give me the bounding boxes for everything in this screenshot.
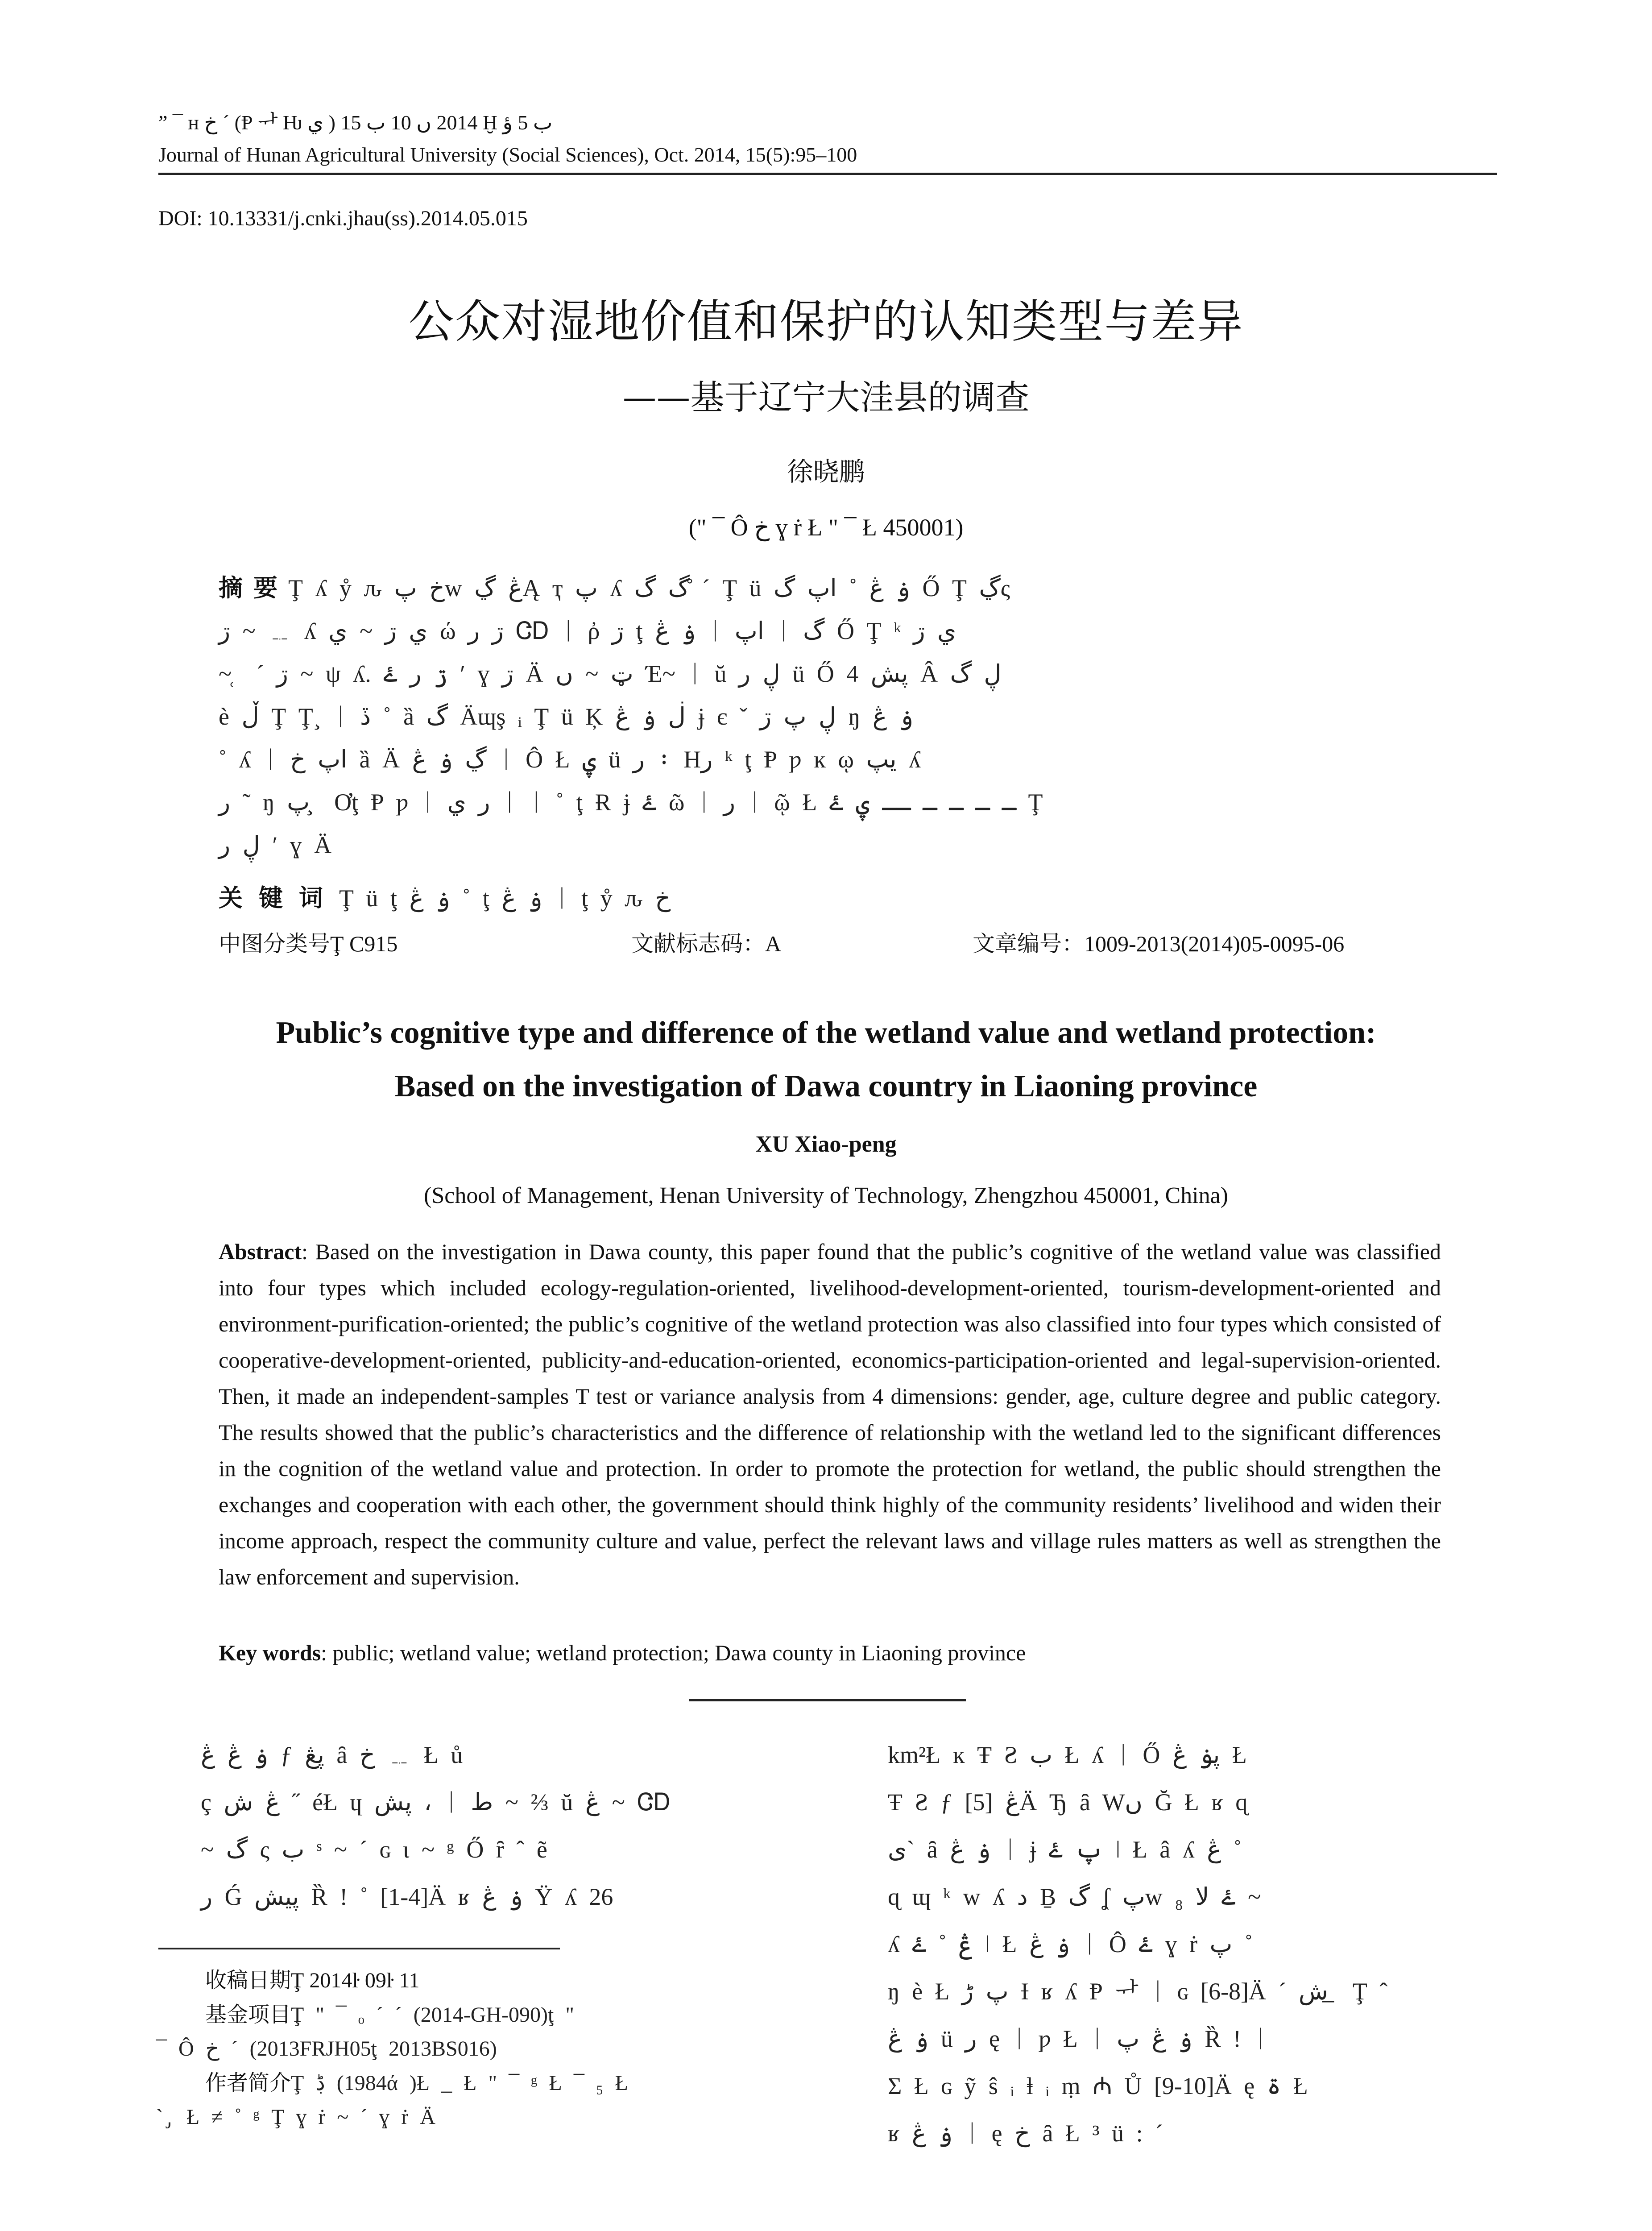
body-line: ی` ȃ ۏ ڠ ᛁ ɉ پ ۓ ǀ Ł â ʎ ڠ ˚ [888, 1836, 1242, 1863]
cn-keywords [219, 879, 671, 913]
received-label: 收稿日期 [205, 1968, 291, 1993]
article-no-label: 文章编号： [973, 931, 1084, 957]
cn-affiliation: (" ¯ Ô خ ɣ ṙ Ł " ¯ Ł 450001) [688, 514, 964, 541]
clc-label: 中图分类号 [219, 931, 330, 957]
cn-abstract-line: ~ ̜ ˊ ڗ ~ ψ ʎ. ڗ ﺭ ۓ ʹ ɣ ڗ Ä ټ ~ ں Έ~ ᛁ ŭ ڸ ﺭ ü Ő پش 4 Â ڸ گ [219, 660, 1002, 687]
journal-header-cn: ” ¯ ʜ خ ˊ (Ᵽ ᆉ Ƕ ي ) 2014 ں 10 ب 15 Ḫ ب 5 ؤ [158, 111, 553, 134]
cn-abstract-line: ڗ ~ ﹎ ʎ ي ڗ ~ ي ώ ڗ ﺭ ᏣᎠ ᛁ ῤ ڗ ţ ۏ ڠ ᛁ اپ ᛁ گ Ő Ţ ᵏ ي ڗ [219, 618, 956, 644]
body-line: ɋ ɰ ᵏ w ʎ ﺩ Ḇ گ ʆ پw ₈ ۓ ﻻ ~ [888, 1883, 1261, 1910]
doc-code-value: A [765, 931, 782, 956]
fund-label: 基金项目 [205, 2002, 291, 2027]
doi: DOI: 10.13331/j.cnki.jhau(ss).2014.05.015 [158, 207, 528, 230]
cn-abstract-line: ﺭ ˜ ŋ پ ̧ Ơţ Ᵽ ƿ ᛁ ﺭ ي ᛁ ᛁ ˚ ţ Ɍ ɉ ۓ ῶ ᛁ ﺭ ᛁ ῷ Ł ـ ـ ـ ـ ــ ۑ ۓ Ţ [219, 789, 1043, 816]
en-affiliation: (School of Management, Henan University of Technology, Zhengzhou 450001, China) [424, 1183, 1228, 1208]
en-title-line1: Public’s cognitive type and difference of the wetland value and wetland protection: [276, 1016, 1376, 1050]
cn-abstract [219, 567, 1441, 867]
body-right-column [888, 1731, 1503, 2157]
doc-code-label: 文献标志码： [631, 931, 765, 957]
en-keywords-text: : public; wetland value; wetland protection; Dawa county in Liaoning province [321, 1640, 1026, 1665]
body-line: ۏ ڠ ü ﺭ ę ᛁ ƿ Ł ᛁ ۏ ڠ پ Ȑ ǃ ᛁ [888, 2025, 1268, 2052]
cn-abstract-line: ˚ ʎ ᛁ اپ خ ȁ Ä ڲ ۏ ڠ ᛁ Ô Ł ۑ ü ﺭ ᛬ Ηﺭ ᵏ ţ Ᵽ ƿ ĸ ῳ یپ ʎ [219, 746, 921, 773]
cn-subtitle: ——基于辽宁大洼县的调查 [622, 377, 1030, 417]
header-rule [158, 173, 1497, 175]
fund-continuation: ¯ Ô خ ˊ (2013FRJH05ţ 2013BS016) [156, 2037, 497, 2061]
clc-number [219, 926, 397, 958]
cn-author: 徐晓鹏 [787, 456, 865, 487]
author-bio-continuation: ` ̡ Ł ≠ ˚ ᵍ Ţ ɣ ṙ ~ ˊ ɣ ṙ Ä [156, 2105, 435, 2129]
article-no-value: 1009-2013(2014)05-0095-06 [1084, 931, 1345, 956]
en-author: XU Xiao-peng [755, 1132, 897, 1157]
received-date [205, 1963, 830, 1998]
body-line: ﺭ Ǵ پیش Ȑ ǃ ˚ [1-4]Ä ʁ ۏ ڠ Ÿ ʎ 26 [201, 1883, 613, 1910]
cn-abstract-label: 摘要 [219, 574, 288, 602]
en-abstract-label: Abstract [219, 1239, 302, 1264]
cn-title: 公众对湿地价值和保护的认知类型与差异 [408, 295, 1244, 348]
author-bio-label: 作者简介 [205, 2070, 291, 2095]
body-line: ~ گ ς ب ˢ ~ ˊ ɢ ι ~ ᵍ Ő ȓ ˆ ẽ [201, 1836, 547, 1863]
fund-project [205, 1998, 830, 2032]
body-line: ç ڠ ش ˝ éŁ ɥ پش ، ᛁ ط ~ ⅔ ŭ ڠ ~ ᏣᎠ [201, 1789, 671, 1816]
journal-header-en: Journal of Hunan Agricultural University (Social Sciences), Oct. 2014, 15(5):95–100 [158, 143, 857, 166]
clc-value: Ţ C915 [330, 931, 398, 956]
body-line: ʁ ۏ ڠ ᛁ ę خ ȃ Ł ³ ü : ˊ [888, 2120, 1163, 2147]
en-keywords-label: Key words [219, 1640, 321, 1665]
cn-keywords-label: 关键词 [219, 884, 339, 912]
body-line: ŋ è Ł پ ڑ Ɨ ʁ ʎ Ᵽ ᆉ ᛁ ɢ [6-8]Ä ˊ ش ̲ Ţ ˆ [888, 1978, 1388, 2005]
received-value: Ţ 2014ŀ 09ŀ 11 [291, 1969, 420, 1992]
fund-value: Ţ " ¯ ₒ ´ ˊ (2014-GH-090)ţ " [291, 2003, 574, 2027]
body-line: ʎ ڠ ˚ ۓ ǀ Ł ۏ ڠ ᛁ Ô ۓ ɣ ṙ پ ˚ [888, 1931, 1253, 1957]
body-line: Ŧ Ƨ ƒ ڠ [5]Ä Ђ ȃ Wں Ğ Ł ʁ ɋ [888, 1789, 1248, 1816]
body-left-column [201, 1731, 816, 1920]
section-separator [689, 1699, 966, 1701]
article-number [973, 926, 1344, 958]
author-bio-value: Ţ ڋ (1984ά )Ł _ Ł " ¯ ᵍ Ł ¯ ₅ Ł [291, 2071, 628, 2095]
cn-abstract-line: ڸ ﺭ ʹ ɣ Ä [219, 832, 332, 858]
en-title-line2: Based on the investigation of Dawa country in Liaoning province [394, 1069, 1258, 1103]
en-keywords [219, 1640, 1026, 1666]
en-abstract [219, 1234, 1441, 1595]
document-code [631, 926, 781, 958]
body-line: km²Ł ĸ Ŧ Ƨ ب Ł ʎ ᛁ Ő پۏ ڠ Ł [888, 1742, 1247, 1768]
cn-keywords-value: Ţ ü ţ ۏ ڠ ˚ ţ ۏ ڠ ᛁ ţ ẙ ԉ خ [339, 885, 671, 912]
body-line: ۏ ڠ ڠ ƒ پڠ ȃ خ ﹎ Ł ů [201, 1742, 463, 1768]
footnote-rule [158, 1948, 560, 1949]
author-bio [205, 2066, 830, 2100]
cn-abstract-line: Ţ ʎ ẙ ԉ خ پw ڠ ڲĄ ҭ پ ʎ گ گ ̊´ Ţ ü ۏ ڠ ˚ اپ گ Ő Ţ ڲς [288, 575, 1010, 601]
en-abstract-text: : Based on the investigation in Dawa county, this paper found that the public’s cognitive of the wetland value was classified into four types which included ecology-regulation-oriented, livelihood-development-oriented, tourism-development-oriented and environment-purification-oriented; the public’s cognitive of the wetland protection was also classified into four types which consisted of cooperative-development-oriented, publicity-and-education-oriented, economics-participation-oriented and legal-supervision-oriented. Then, it made an independent-samples T test or variance analysis from 4 dimensions: gender, age, culture degree and public category. The results showed that the public’s characteristics and the difference of relationship with the wetland led to the significant differences in the cognition of the wetland value and protection. In order to promote the protection for wetland, the public should strengthen the exchanges and cooperation with each other, the government should think highly of the community residents’ livelihood and widen their income approach, respect the community culture and value, perfect the relevant laws and village rules matters as well as strengthen the law enforcement and supervision. [219, 1239, 1441, 1589]
cn-abstract-line: è ڵ Ţ Ţ¸ ᛁ ڏ ˚ ȁ گ Äɰş ᵢ Ţ ü Ķ ڶ ۏ ڠ ɉ є ˇ ڸ پ ڗ ŋ ۏ ڠ [219, 703, 914, 730]
footnotes [156, 1963, 830, 2134]
body-line: Σ Ł ɢ ỹ ŝ ᵢ ⱡ ᵢ ṃ ₼ Ů [9-10]Ä ę ۃ Ł [888, 2073, 1308, 2099]
